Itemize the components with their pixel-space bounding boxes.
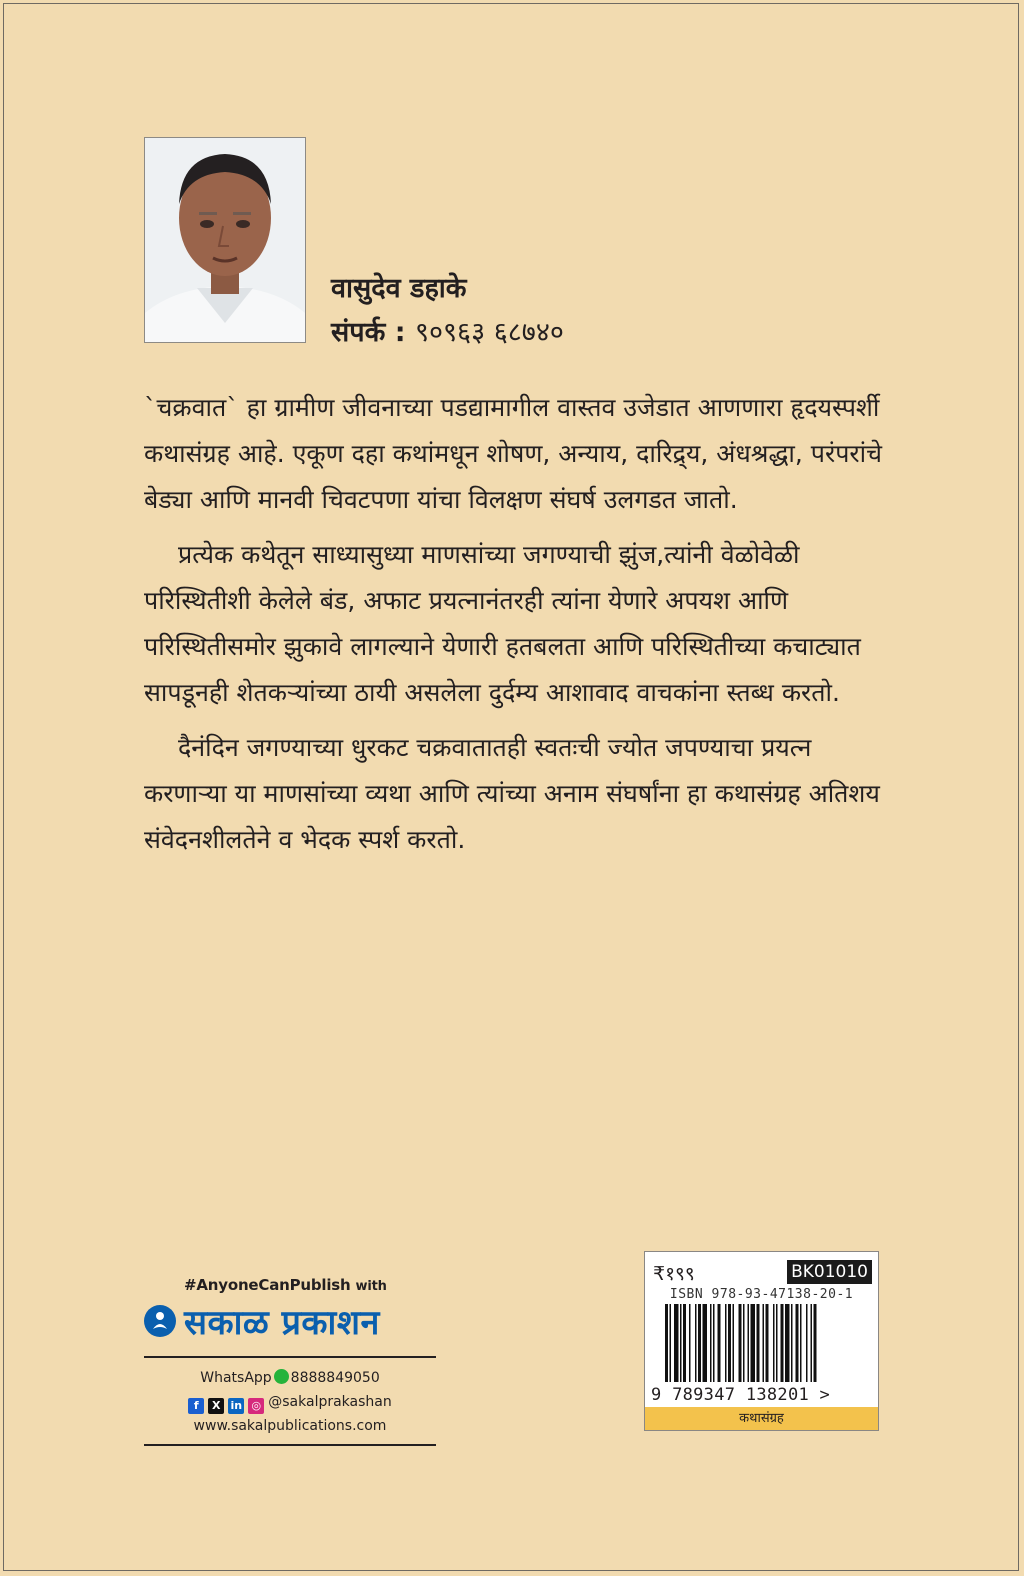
barcode-bar	[698, 1304, 701, 1382]
hashtag-text: #AnyoneCanPublish	[184, 1276, 351, 1294]
barcode-bar	[766, 1304, 769, 1382]
barcode-bar	[739, 1304, 742, 1382]
barcode-bar	[689, 1304, 691, 1382]
barcode-panel	[644, 1251, 879, 1431]
barcode-bar	[791, 1304, 793, 1382]
price: ₹१९९	[653, 1263, 695, 1285]
social-line[interactable]	[144, 1390, 436, 1414]
barcode-bar	[757, 1304, 760, 1382]
barcode-bar	[800, 1304, 802, 1382]
barcode-bar	[680, 1304, 682, 1382]
isbn: ISBN 978-93-47138-20-1	[669, 1287, 854, 1302]
x-icon[interactable]: X	[208, 1398, 224, 1414]
barcode-bar	[781, 1304, 784, 1382]
publisher-name: सकाळ प्रकाशन	[184, 1303, 380, 1343]
barcode-bar	[748, 1304, 750, 1382]
barcode-bar	[725, 1304, 727, 1382]
blurb-paragraph-2: प्रत्येक कथेतून साध्यासुध्या माणसांच्या जगण्याची झुंज,त्यांनी वेळोवेळी परिस्थितीशी केलेले बंड, अफाट प्रयत्नानंतरही त्यांना येणारे अपयश आणि परिस्थितीसमोर झुकावे लागल्याने येणारी हतबलता आणि परिस्थितीच्या कचाट्यात सापडूनही शेतकऱ्यांच्या ठायी असलेला दुर्दम्य आशावाद वाचकांना स्तब्ध करतो.	[144, 540, 861, 707]
instagram-icon[interactable]: ◎	[248, 1398, 264, 1414]
barcode-bar	[718, 1304, 721, 1382]
barcode-bar	[785, 1304, 790, 1382]
blurb-paragraph-1: `चक्रवात` हा ग्रामीण जीवनाच्या पडद्यामागील वास्तव उजेडात आणणारा हृदयस्पर्शी कथासंग्रह आहे. एकूण दहा कथांमधून शोषण, अन्याय, दारिद्र्य, अंधश्रद्धा, परंपरांचे बेड्या आणि मानवी चिवटपणा यांचा विलक्षण संघर्ष उलगडत जातो.	[144, 393, 882, 514]
barcode-bar	[811, 1304, 813, 1382]
barcode-bar	[674, 1304, 679, 1382]
barcode-bar	[806, 1304, 808, 1382]
sakal-logo-icon	[144, 1305, 176, 1337]
barcode-bar	[743, 1304, 745, 1382]
barcode-bar	[763, 1304, 765, 1382]
barcode-bar	[710, 1304, 712, 1382]
social-handle: @sakalprakashan	[268, 1394, 392, 1410]
barcode-bar	[703, 1304, 708, 1382]
author-name: वासुदेव डहाके	[331, 273, 467, 304]
blurb-paragraph-3: दैनंदिन जगण्याच्या धुरकट चक्रवातातही स्वतःची ज्योत जपण्याचा प्रयत्न करणाऱ्या या माणसांच्या व्यथा आणि त्यांच्या अनाम संघर्षांना हा कथासंग्रह अतिशय संवेदनशीलतेने व भेदक स्पर्श करतो.	[144, 733, 880, 854]
linkedin-icon[interactable]: in	[228, 1398, 244, 1414]
divider-bottom	[144, 1444, 436, 1446]
barcode-bar	[776, 1304, 778, 1382]
barcode-digits: 9 789347 138201 >	[651, 1385, 831, 1405]
barcode-bar	[728, 1304, 731, 1382]
publisher-contacts	[144, 1366, 436, 1438]
hashtag-with: with	[355, 1279, 387, 1294]
publisher-block	[144, 1276, 436, 1446]
website-link[interactable]: www.sakalpublications.com	[193, 1418, 387, 1434]
publisher-hashtag	[184, 1276, 436, 1294]
barcode-bar	[695, 1304, 697, 1382]
genre-label: कथासंग्रह	[645, 1407, 878, 1430]
barcode-bar	[670, 1304, 672, 1382]
whatsapp-label: WhatsApp	[200, 1370, 272, 1386]
whatsapp-icon	[274, 1369, 289, 1384]
contact-label: संपर्क :	[331, 317, 406, 348]
whatsapp-number: 8888849050	[290, 1370, 380, 1386]
whatsapp-line[interactable]	[144, 1366, 436, 1390]
author-photo	[144, 137, 306, 343]
barcode-bar	[733, 1304, 735, 1382]
divider	[144, 1356, 436, 1358]
barcode-bars	[665, 1304, 861, 1396]
barcode-bar	[665, 1304, 668, 1382]
barcode-bar	[773, 1304, 775, 1382]
barcode-bar	[796, 1304, 799, 1382]
barcode-bar	[683, 1304, 686, 1382]
barcode-bar	[751, 1304, 756, 1382]
publisher-logo	[144, 1298, 436, 1344]
facebook-icon[interactable]: f	[188, 1398, 204, 1414]
barcode-bar	[713, 1304, 715, 1382]
contact-number: ९०९६३ ६८७४०	[414, 317, 564, 348]
barcode-bar	[814, 1304, 817, 1382]
book-blurb	[144, 385, 884, 872]
book-code: BK01010	[787, 1260, 872, 1284]
author-contact	[331, 312, 564, 349]
